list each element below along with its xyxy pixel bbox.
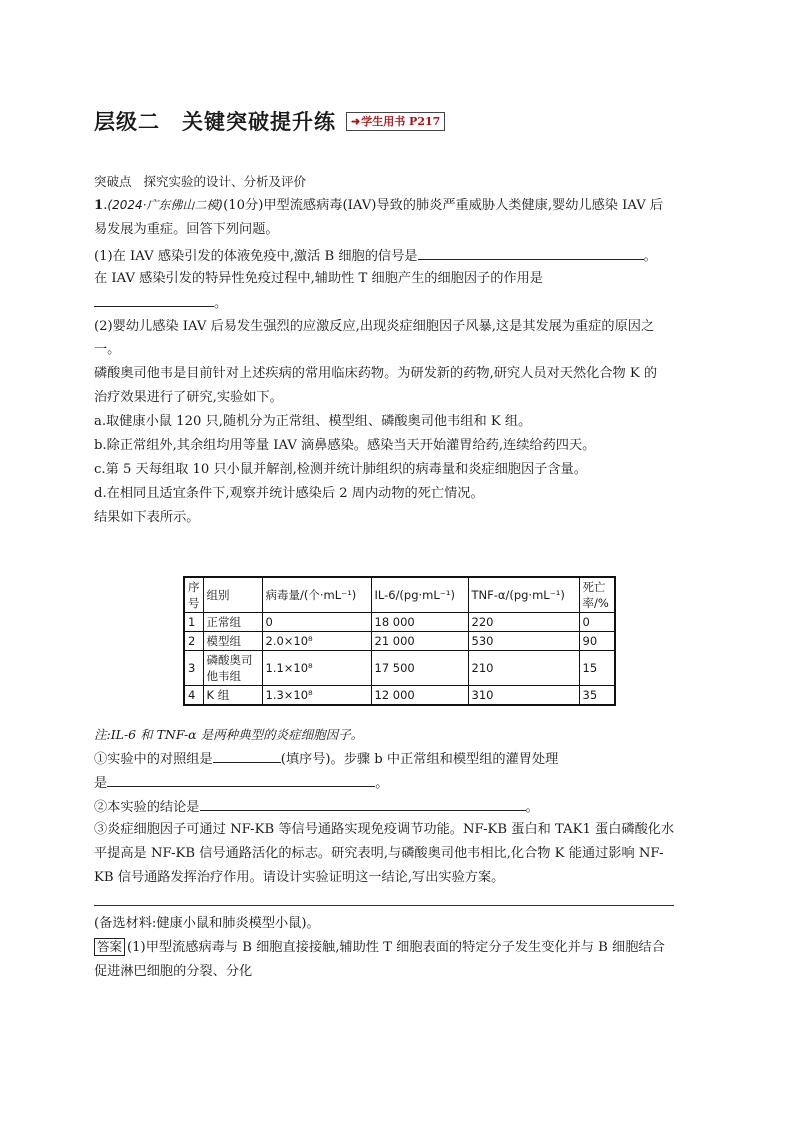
table-header-cell: 序号	[184, 577, 203, 613]
result-intro: 结果如下表所示。	[94, 510, 200, 525]
part2-line-d: 治疗效果进行了研究,实验如下。	[94, 390, 283, 405]
question-line-1: 1.(2024·广东佛山二模)(10分)甲型流感病毒(IAV)导致的肺炎严重威胁人类健康,婴幼儿感染 IAV 后	[94, 198, 664, 213]
part1-end-a: 。	[643, 249, 657, 264]
answer-text-1: (1)甲型流感病毒与 B 细胞直接接触,辅助性 T 细胞表面的特定分子发生变化并与 B 细胞结合	[127, 940, 665, 955]
table-header-cell: IL-6/(pg·mL⁻¹)	[371, 577, 468, 613]
subq2-end: 。	[525, 800, 539, 815]
part2-line-a: (2)婴幼儿感染 IAV 后易发生强烈的应激反应,出现炎症细胞因子风暴,这是其发展为重症的原因之	[94, 319, 655, 334]
question-source: (2024·广东佛山二模)	[107, 198, 224, 212]
table-cell: 1.3×10⁸	[262, 686, 371, 706]
answer-tag: 答案	[94, 938, 125, 956]
answer-blank-5[interactable]	[200, 796, 526, 811]
subq2-line	[94, 796, 539, 817]
table-cell: 18 000	[371, 613, 468, 632]
subq1-end: 。	[375, 776, 389, 791]
table-cell: 90	[579, 632, 615, 651]
table-cell: 21 000	[371, 632, 468, 651]
table-cell: 1.1×10⁸	[262, 651, 371, 686]
table-cell: 310	[468, 686, 579, 706]
reference-text: 学生用书 P217	[361, 115, 441, 128]
part2-line-c: 磷酸奥司他韦是目前针对上述疾病的常用临床药物。为研发新的药物,研究人员对天然化合物 K 的	[94, 366, 658, 381]
table-row	[184, 613, 615, 632]
table-cell: 210	[468, 651, 579, 686]
table-cell: 12 000	[371, 686, 468, 706]
table-cell: 220	[468, 613, 579, 632]
table-header-cell: TNF-α/(pg·mL⁻¹)	[468, 577, 579, 613]
subq1-text-b: (填序号)。步骤 b 中正常组和模型组的灌胃处理	[280, 752, 559, 767]
page-title	[94, 106, 336, 136]
question-number: 1	[94, 198, 104, 213]
subq1-line-a	[94, 748, 558, 769]
table-cell: 正常组	[203, 613, 262, 632]
table-cell: K 组	[203, 686, 262, 706]
answer-blank-1[interactable]	[418, 245, 644, 260]
table-cell: 530	[468, 632, 579, 651]
table-cell: 35	[579, 686, 615, 706]
step-d: d.在相同且适宜条件下,观察并统计感染后 2 周内动物的死亡情况。	[94, 486, 484, 501]
step-a: a.取健康小鼠 120 只,随机分为正常组、模型组、磷酸奥司他韦组和 K 组。	[94, 414, 532, 429]
subq3-line-c: KB 信号通路发挥治疗作用。请设计实验证明这一结论,写出实验方案。	[94, 870, 505, 885]
table-cell: 4	[184, 686, 203, 706]
table-header-cell: 组别	[203, 577, 262, 613]
step-b: b.除正常组外,其余组均用等量 IAV 滴鼻感染。感染当天开始灌胃给药,连续给药四天。	[94, 438, 596, 453]
part2-line-b: 一。	[94, 342, 121, 357]
reference-badge[interactable]	[346, 112, 445, 131]
title-main: 关键突破提升练	[182, 110, 336, 134]
subq3-line-b: 平提高是 NF-KB 信号通路活化的标志。研究表明,与磷酸奥司他韦相比,化合物 K 能通过影响 NF-	[94, 846, 664, 861]
table-header-cell: 病毒量/(个·mL⁻¹)	[262, 577, 371, 613]
answer-blank-4[interactable]	[107, 772, 375, 787]
answer-line-divider[interactable]	[94, 905, 674, 906]
answer-blank-2[interactable]	[94, 292, 214, 307]
part1-line-c	[94, 292, 227, 313]
subq1-text-c: 是	[94, 776, 108, 791]
table-cell: 1	[184, 613, 203, 632]
title-level: 层级二	[94, 110, 160, 134]
arrow-icon: ➜	[351, 115, 361, 128]
subq1-text-a: ①实验中的对照组是	[94, 752, 213, 767]
subq1-line-b	[94, 772, 388, 793]
question-text-1: (10分)甲型流感病毒(IAV)导致的肺炎严重威胁人类健康,婴幼儿感染 IAV 后	[223, 198, 664, 213]
step-c: c.第 5 天每组取 10 只小鼠并解剖,检测并统计肺组织的病毒量和炎症细胞因子含量。	[94, 462, 587, 477]
section-label: 突破点	[94, 174, 132, 189]
table-cell: 2	[184, 632, 203, 651]
section-heading	[94, 172, 306, 191]
table-cell: 0	[579, 613, 615, 632]
table-cell: 2.0×10⁸	[262, 632, 371, 651]
answer-line-1	[94, 938, 665, 957]
table-cell: 模型组	[203, 632, 262, 651]
table-cell: 15	[579, 651, 615, 686]
table-cell: 0	[262, 613, 371, 632]
table-row	[184, 651, 615, 686]
table-cell: 磷酸奥司他韦组	[203, 651, 262, 686]
part1-end-b: 。	[214, 296, 228, 311]
section-topic: 探究实验的设计、分析及评价	[143, 174, 306, 189]
table-cell: 3	[184, 651, 203, 686]
part1-line-b: 在 IAV 感染引发的特异性免疫过程中,辅助性 T 细胞产生的细胞因子的作用是	[94, 271, 543, 286]
table-note: 注:IL-6 和 TNF-α 是两种典型的炎症细胞因子。	[94, 727, 364, 742]
question-line-2: 易发展为重症。回答下列问题。	[94, 222, 279, 237]
results-table	[183, 576, 616, 706]
answer-blank-3[interactable]	[213, 748, 281, 763]
subq3-line-a: ③炎症细胞因子可通过 NF-KB 等信号通路实现免疫调节功能。NF-KB 蛋白和 TAK1 蛋白磷酸化水	[94, 822, 675, 837]
part1-line-a	[94, 245, 657, 266]
table-header-cell: 死亡率/%	[579, 577, 615, 613]
subq2-text: ②本实验的结论是	[94, 800, 200, 815]
table-row	[184, 632, 615, 651]
table-row	[184, 686, 615, 706]
part1-text-a: (1)在 IAV 感染引发的体液免疫中,激活 B 细胞的信号是	[94, 249, 418, 264]
table-cell: 17 500	[371, 651, 468, 686]
table-header-row	[184, 577, 615, 613]
answer-line-2: 促进淋巴细胞的分裂、分化	[94, 964, 253, 979]
materials-note: (备选材料:健康小鼠和肺炎模型小鼠)。	[94, 916, 320, 931]
